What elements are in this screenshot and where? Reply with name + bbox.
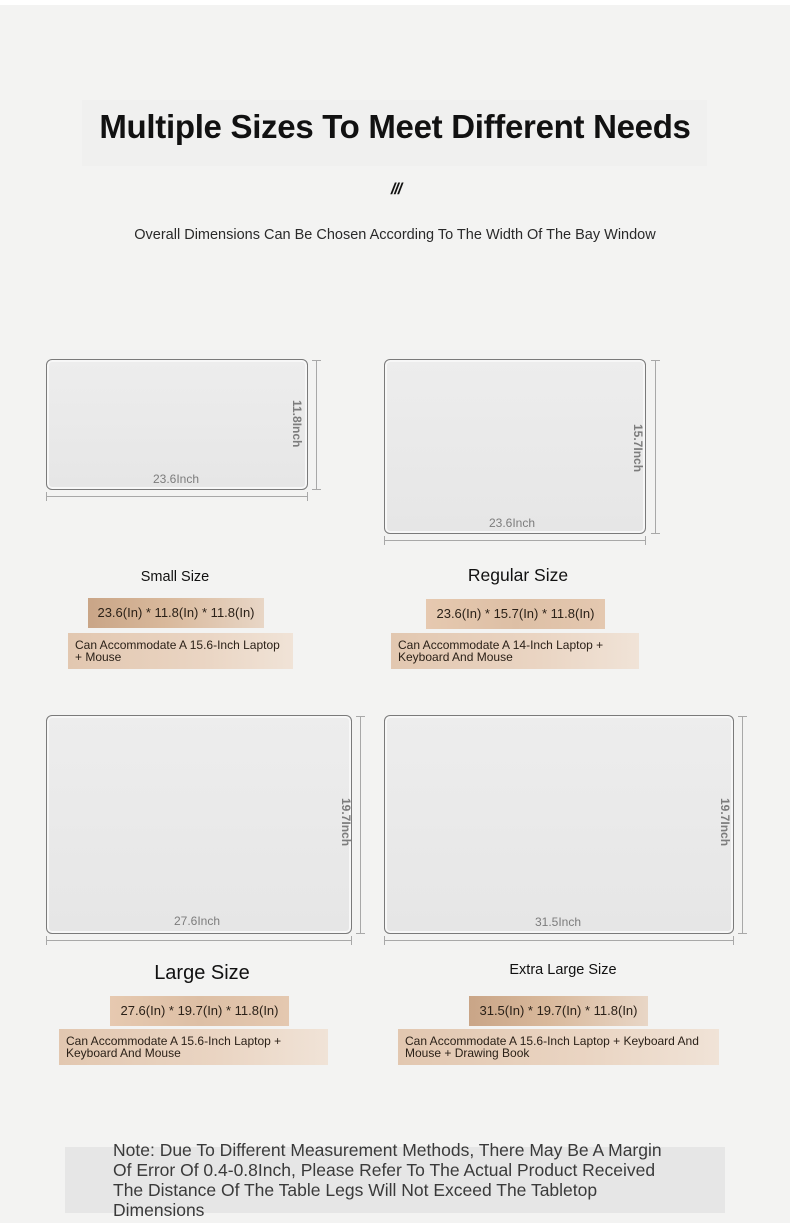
divider-mark: /// — [390, 181, 402, 198]
height-label: 11.8Inch — [290, 400, 304, 448]
width-label: 27.6Inch — [173, 914, 221, 928]
description-label: Can Accommodate A 15.6-Inch Laptop + Keyboard And Mouse — [59, 1029, 328, 1065]
disclaimer-note: Note: Due To Different Measurement Methods, There May Be A Margin Of Error Of 0.4-0.8Inch, Please Refer To The Actual Product Received The Distance Of The Table Legs Will Not Exceed The Tabletop Dimensions — [113, 1140, 662, 1220]
page-subtitle: Overall Dimensions Can Be Chosen According To The Width Of The Bay Window — [134, 227, 656, 243]
height-dimension-line — [316, 360, 317, 490]
tabletop-diagram — [384, 715, 734, 934]
height-dimension-line — [360, 716, 361, 934]
height-label: 15.7Inch — [631, 424, 645, 473]
height-dimension-line — [655, 360, 656, 534]
size-name: Small Size — [140, 569, 210, 585]
size-name: Extra Large Size — [509, 962, 617, 978]
description-label: Can Accommodate A 14-Inch Laptop + Keyboard And Mouse — [391, 633, 639, 669]
tabletop-diagram — [384, 359, 646, 534]
height-label: 19.7Inch — [718, 798, 732, 847]
description-label: Can Accommodate A 15.6-Inch Laptop + Mouse — [68, 633, 293, 669]
spec-label: 27.6(In) * 19.7(In) * 11.8(In) — [110, 996, 289, 1026]
width-dimension-line — [384, 940, 734, 941]
tabletop-diagram — [46, 359, 308, 490]
page-title: Multiple Sizes To Meet Different Needs — [99, 108, 691, 145]
width-label: 23.6Inch — [488, 516, 536, 530]
spec-label: 31.5(In) * 19.7(In) * 11.8(In) — [469, 996, 648, 1026]
width-label: 31.5Inch — [534, 915, 582, 929]
spec-label: 23.6(In) * 15.7(In) * 11.8(In) — [426, 599, 605, 629]
size-name: Regular Size — [467, 565, 569, 585]
width-dimension-line — [46, 496, 308, 497]
height-dimension-line — [742, 716, 743, 934]
width-dimension-line — [46, 940, 352, 941]
spec-label: 23.6(In) * 11.8(In) * 11.8(In) — [88, 598, 264, 628]
width-label: 23.6Inch — [152, 472, 200, 486]
width-dimension-line — [384, 540, 646, 541]
tabletop-diagram — [46, 715, 352, 934]
size-name: Large Size — [154, 962, 250, 984]
description-label: Can Accommodate A 15.6-Inch Laptop + Keyboard And Mouse + Drawing Book — [398, 1029, 719, 1065]
top-border — [0, 0, 790, 5]
height-label: 19.7Inch — [339, 798, 353, 847]
